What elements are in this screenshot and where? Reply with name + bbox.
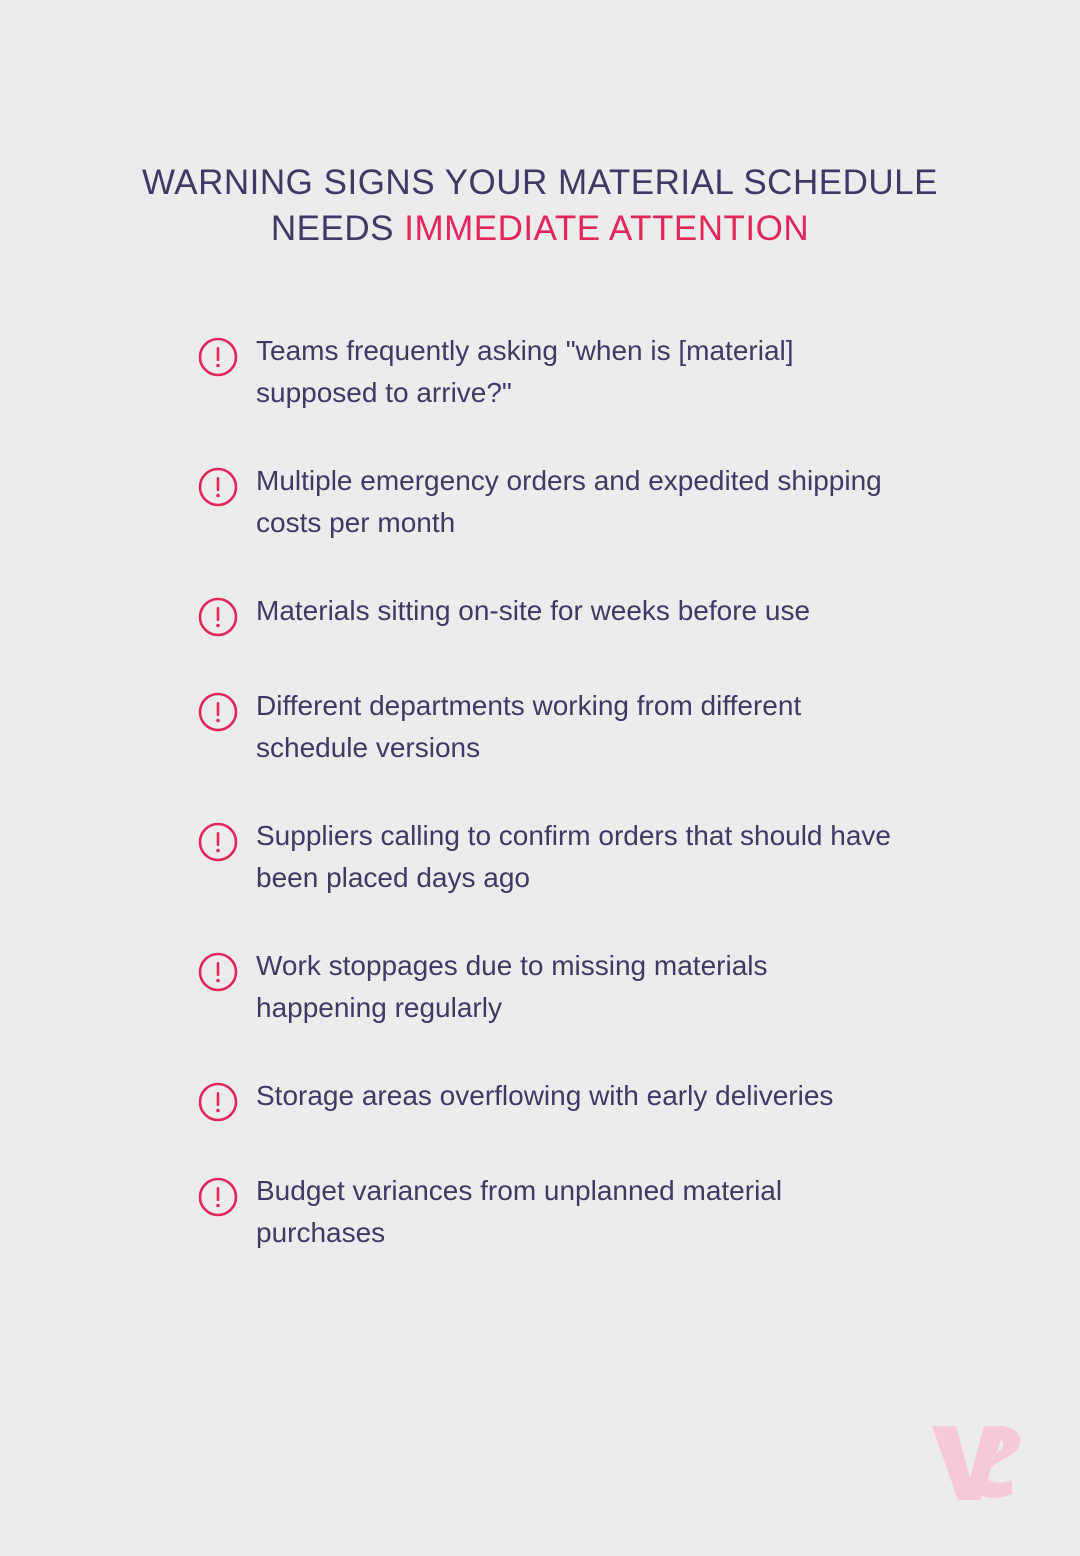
list-item-label: Storage areas overflowing with early deliveries [256,1080,834,1111]
list-item-label: Budget variances from unplanned material purchases [256,1175,783,1248]
page-title-line-1: WARNING SIGNS YOUR MATERIAL SCHEDULE [142,163,938,202]
list-item-label: Suppliers calling to confirm orders that should have been placed days ago [256,820,892,893]
alert-circle-icon [196,335,240,379]
list-item [196,590,956,639]
list-item [196,685,956,769]
list-item-label: Work stoppages due to missing materials happening regularly [256,950,768,1023]
list-item-label: Multiple emergency orders and expedited shipping costs per month [256,465,882,538]
warning-signs-list [196,330,956,1300]
alert-circle-icon [196,595,240,639]
list-item [196,1170,956,1254]
page-title-line-2-prefix: NEEDS [270,209,405,248]
page-title [110,160,970,252]
list-item-label: Different departments working from different schedule versions [256,690,802,763]
list-item [196,1075,956,1124]
list-item [196,945,956,1029]
list-item [196,815,956,899]
alert-circle-icon [196,690,240,734]
alert-circle-icon [196,465,240,509]
alert-circle-icon [196,1080,240,1124]
alert-circle-icon [196,820,240,864]
list-item-label: Teams frequently asking "when is [material] supposed to arrive?" [256,335,794,408]
alert-circle-icon [196,1175,240,1219]
list-item-label: Materials sitting on-site for weeks before use [256,595,811,626]
alert-circle-icon [196,950,240,994]
brand-logo [926,1416,1026,1506]
list-item [196,460,956,544]
list-item [196,330,956,414]
page-title-line-2-accent: IMMEDIATE ATTENTION [404,209,810,248]
